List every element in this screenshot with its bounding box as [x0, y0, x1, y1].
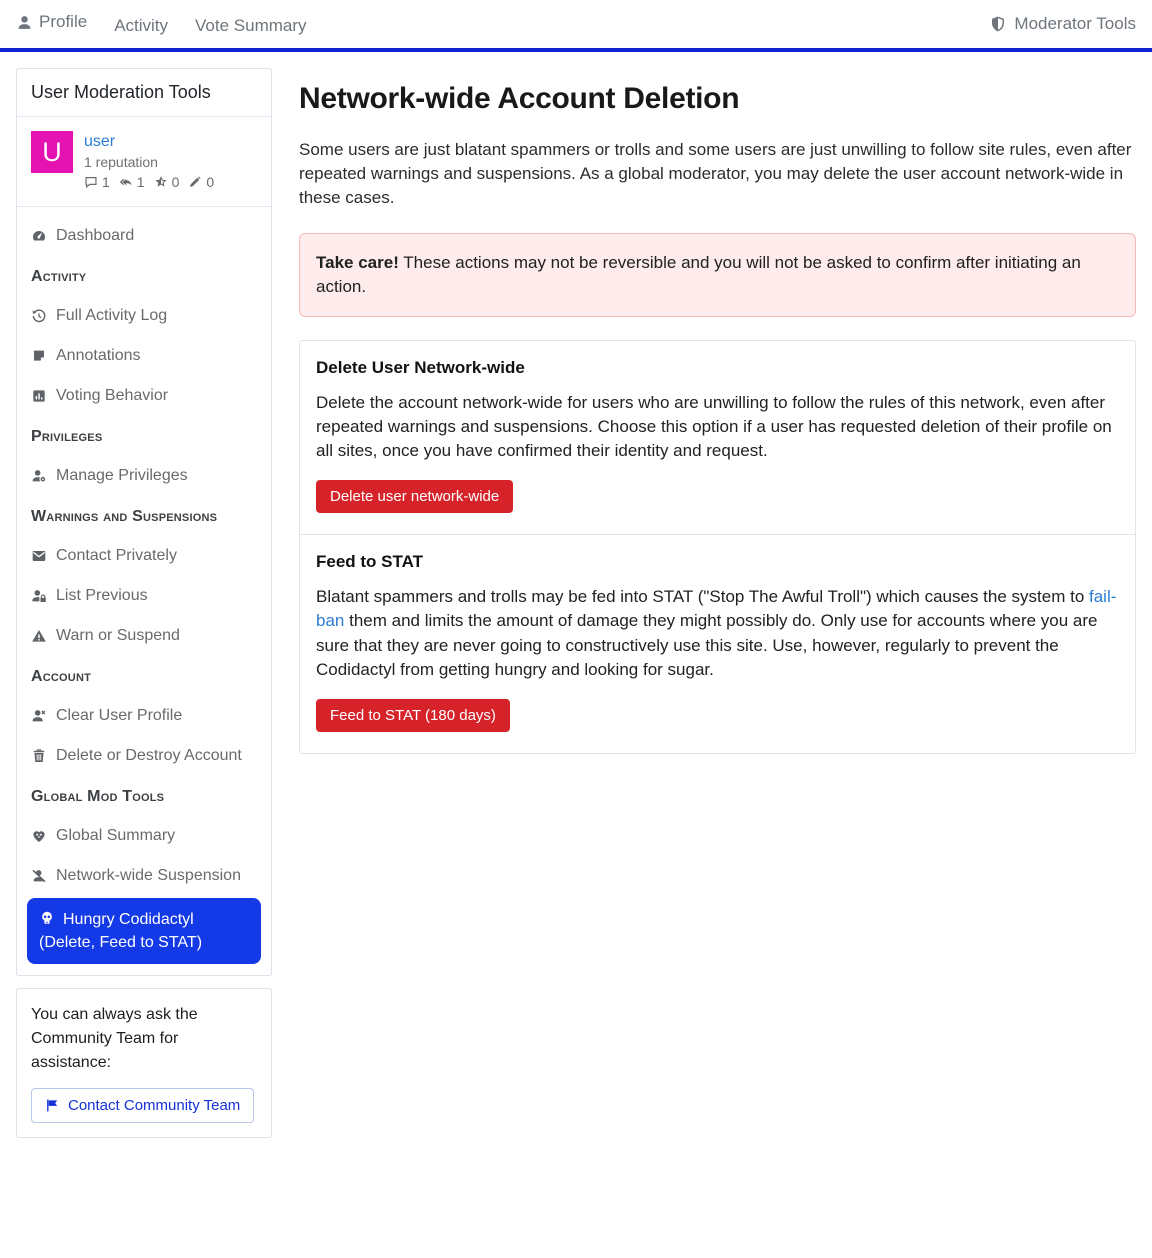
- sidebar-item-annotations[interactable]: [17, 336, 271, 376]
- sidebar-item-label: Global Summary: [56, 827, 176, 844]
- user-moderation-tools-card: [16, 68, 272, 976]
- comment-icon: [84, 175, 98, 189]
- sidebar-item-label: Network-wide Suspension: [56, 867, 241, 884]
- sidebar-title: User Moderation Tools: [17, 69, 271, 117]
- tab-activity-label: Activity: [114, 15, 169, 35]
- fail-ban-link[interactable]: fail-ban: [316, 587, 1117, 631]
- moderator-tools-label: Moderator Tools: [1014, 14, 1136, 33]
- pencil-icon: [188, 175, 202, 189]
- sidebar-item-clear-user-profile[interactable]: [17, 696, 271, 736]
- tab-vote-summary-label: Vote Summary: [195, 15, 307, 35]
- nav-section-header-global-mod-tools: Global Mod Tools: [31, 788, 165, 805]
- username-link[interactable]: user: [84, 133, 116, 150]
- community-assist-card: [16, 988, 272, 1138]
- sidebar-item-voting-behavior[interactable]: [17, 376, 271, 416]
- body-text: Blatant spammers and trolls may be fed into STAT ("Stop The Awful Troll") which causes the system to: [316, 587, 1089, 607]
- trash-icon: [31, 748, 47, 764]
- alert-bold: Take care!: [316, 253, 399, 273]
- stat-value: 1: [102, 174, 110, 190]
- top-tabs: [16, 12, 334, 36]
- sidebar-item-dashboard[interactable]: [17, 216, 271, 256]
- avatar[interactable]: U: [31, 131, 73, 173]
- sidebar-item-network-wide-suspension[interactable]: [17, 856, 271, 896]
- sidebar-item-warn-or-suspend[interactable]: [17, 616, 271, 656]
- history-icon: [31, 308, 47, 324]
- heart-icon: [31, 828, 47, 844]
- skull-icon: [39, 910, 55, 926]
- stat-value: 1: [136, 174, 145, 190]
- sidebar-item-manage-privileges[interactable]: [17, 456, 271, 496]
- reputation-label: 1 reputation: [84, 154, 158, 170]
- flag-icon: [45, 1098, 60, 1113]
- sidebar-item-label: Clear User Profile: [56, 707, 183, 724]
- tab-activity[interactable]: [114, 16, 168, 36]
- sidebar-item-label: List Previous: [56, 587, 148, 604]
- tab-vote-summary[interactable]: [195, 16, 307, 36]
- card-title: Delete User Network-wide: [316, 357, 525, 377]
- take-care-alert: [299, 233, 1136, 317]
- nav-section-header-activity: Activity: [31, 268, 87, 285]
- nav-section-header-privileges: Privileges: [31, 428, 103, 445]
- delete-user-network-wide-button[interactable]: Delete user network-wide: [316, 480, 513, 513]
- sidebar-item-label: Full Activity Log: [56, 307, 168, 324]
- feed-to-stat-button[interactable]: Feed to STAT (180 days): [316, 699, 510, 732]
- user-icon: [16, 14, 33, 31]
- card-delete-user-network-wide: [300, 341, 1135, 534]
- contact-community-team-button[interactable]: [31, 1088, 254, 1123]
- main-content: [299, 68, 1136, 754]
- sidebar-item-full-activity-log[interactable]: [17, 296, 271, 336]
- sidebar-item-global-summary[interactable]: [17, 816, 271, 856]
- action-cards: [299, 340, 1136, 754]
- intro-paragraph: Some users are just blatant spammers or trolls and some users are just unwilling to follow site rules, even after repeated warnings and suspensions. As a global moderator, you may delete the user account network-wide in these cases.: [299, 140, 1132, 208]
- shield-icon: [989, 15, 1007, 33]
- sidebar: [16, 68, 272, 1138]
- user-stat: [154, 174, 180, 190]
- sidebar-item-hungry-codidactyl[interactable]: [27, 898, 261, 964]
- assist-text: You can always ask the Community Team for assistance:: [31, 1006, 198, 1072]
- sidebar-item-label: Warn or Suspend: [56, 627, 180, 644]
- page-title: Network-wide Account Deletion: [299, 82, 740, 115]
- contact-community-team-label: Contact Community Team: [68, 1097, 241, 1115]
- warning-icon: [31, 628, 47, 644]
- user-stat: [84, 174, 110, 190]
- alert-text: These actions may not be reversible and you will not be asked to confirm after initiating an action.: [316, 253, 1081, 297]
- sidebar-item-label: Delete or Destroy Account: [56, 747, 242, 764]
- user-lock-icon: [31, 588, 47, 604]
- sidebar-item-label: Dashboard: [56, 227, 135, 244]
- user-summary: [17, 117, 271, 207]
- sidebar-item-list-previous[interactable]: [17, 576, 271, 616]
- chart-icon: [31, 388, 47, 404]
- card-title: Feed to STAT: [316, 552, 424, 572]
- sidebar-item-label: Annotations: [56, 347, 141, 364]
- user-stat: [119, 174, 145, 190]
- user-x-icon: [31, 708, 47, 724]
- reply-icon: [119, 175, 133, 189]
- body-text: them and limits the amount of damage they might possibly do. Only use for accounts where you are sure that they are never going to constructively use this site. Use, however, regularly to prevent the Codidactyl from getting hungry and looking for sugar.: [316, 611, 1098, 679]
- stat-value: 0: [206, 174, 215, 190]
- card-body: [316, 585, 1119, 682]
- star-half-icon: [154, 175, 168, 189]
- sidebar-nav: [17, 207, 271, 975]
- sidebar-item-label: Contact Privately: [56, 547, 177, 564]
- tab-profile[interactable]: [16, 12, 87, 32]
- envelope-icon: [31, 548, 47, 564]
- card-feed-to-stat: [300, 534, 1135, 753]
- sidebar-item-label: Voting Behavior: [56, 387, 169, 404]
- moderator-tools-link[interactable]: [989, 14, 1136, 34]
- user-slash-icon: [31, 868, 47, 884]
- note-icon: [31, 348, 47, 364]
- tab-profile-label: Profile: [39, 12, 88, 32]
- stat-value: 0: [171, 174, 180, 190]
- sidebar-item-delete-or-destroy-account[interactable]: [17, 736, 271, 776]
- user-tag-icon: [31, 468, 47, 484]
- card-body: [316, 391, 1119, 463]
- top-navigation-bar: [0, 0, 1152, 52]
- sidebar-item-label: Hungry Codidactyl (Delete, Feed to STAT): [39, 911, 203, 952]
- sidebar-item-contact-privately[interactable]: [17, 536, 271, 576]
- sidebar-item-label: Manage Privileges: [56, 467, 188, 484]
- nav-section-header-account: Account: [31, 668, 92, 685]
- user-stat: [188, 174, 214, 190]
- user-stats: [84, 174, 214, 190]
- body-text: Delete the account network-wide for users who are unwilling to follow the rules of this network, even after repeated warnings and suspensions. Choose this option if a user has requested deletion of their profile on all sites, once you have confirmed their identity and request.: [316, 392, 1112, 461]
- gauge-icon: [31, 228, 47, 244]
- nav-section-header-warnings-and-suspensions: Warnings and Suspensions: [31, 508, 218, 525]
